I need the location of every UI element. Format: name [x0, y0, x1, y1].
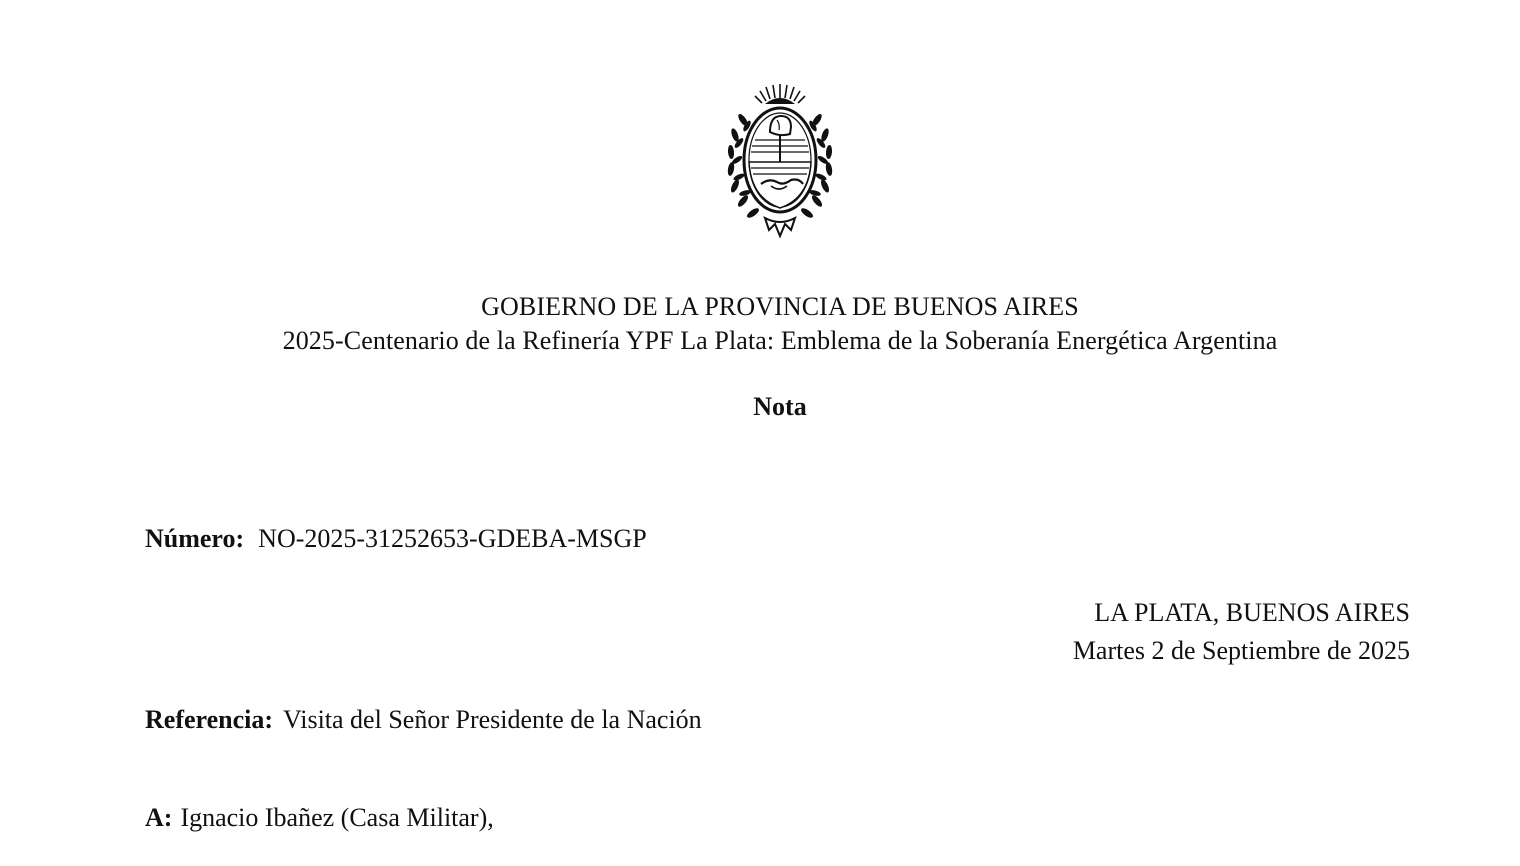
government-motto: 2025-Centenario de la Refinería YPF La Plata: Emblema de la Soberanía Energética Argentina — [282, 326, 1278, 355]
government-title: GOBIERNO DE LA PROVINCIA DE BUENOS AIRES — [481, 292, 1079, 321]
recipient-label: A: — [145, 803, 173, 832]
document-reference — [145, 703, 702, 737]
recipient-value: Ignacio Ibañez (Casa Militar), — [180, 803, 494, 832]
document-number-label: Número: — [145, 524, 245, 553]
document-number — [145, 522, 647, 556]
reference-label: Referencia: — [145, 705, 274, 734]
document-type: Nota — [753, 392, 807, 421]
argentina-coat-of-arms-icon — [721, 80, 839, 242]
reference-value: Visita del Señor Presidente de la Nación — [283, 705, 702, 734]
document-recipient — [145, 801, 494, 835]
document-place: LA PLATA, BUENOS AIRES — [1094, 598, 1410, 627]
document-number-value: NO-2025-31252653-GDEBA-MSGP — [258, 524, 647, 553]
document-date: Martes 2 de Septiembre de 2025 — [1072, 636, 1410, 665]
